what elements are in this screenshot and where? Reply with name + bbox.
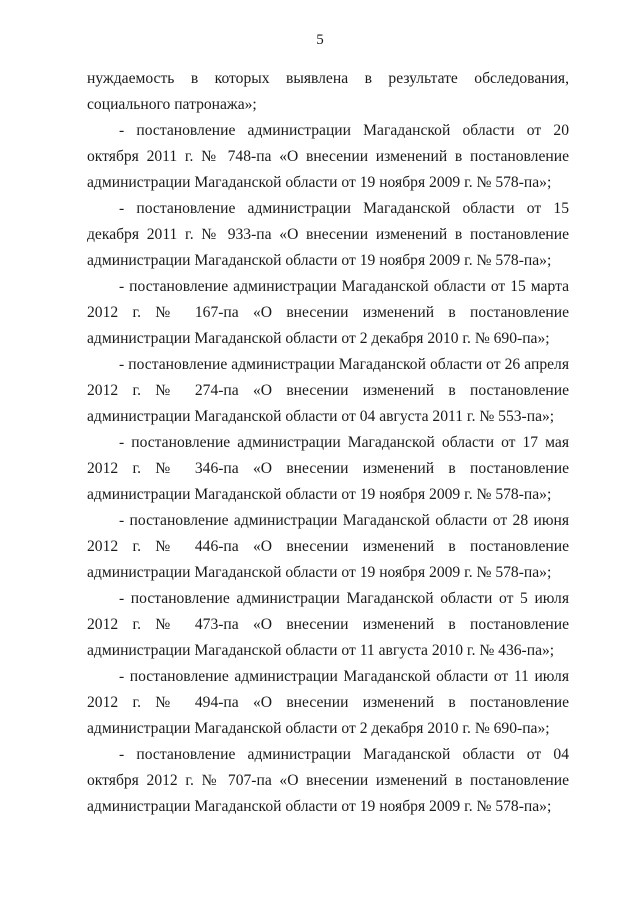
list-item-decree: - постановление администрации Магаданской области от 15 декабря 2011 г. № 933-па «О внесении изменений в постановление администрации Магаданской области от 19 ноября 2009 г. № 578-па»; [87,200,569,269]
list-item-decree: - постановление администрации Магаданской области от 17 мая 2012 г. № 346-па «О внесении изменений в постановление администрации Магаданской области от 19 ноября 2009 г. № 578-па»; [87,434,569,503]
paragraph-continuation: нуждаемость в которых выявлена в результате обследования, социального патронажа»; [87,70,569,113]
list-item-decree: - постановление администрации Магаданской области от 5 июля 2012 г. № 473-па «О внесении изменений в постановление администрации Магаданской области от 11 августа 2010 г. № 436-па»; [87,590,569,659]
list-item-decree: - постановление администрации Магаданской области от 11 июля 2012 г. № 494-па «О внесении изменений в постановление администрации Магаданской области от 2 декабря 2010 г. № 690-па»; [87,668,569,737]
list-item-decree: - постановление администрации Магаданской области от 28 июня 2012 г. № 446-па «О внесении изменений в постановление администрации Магаданской области от 19 ноября 2009 г. № 578-па»; [87,512,569,581]
list-item-decree: - постановление администрации Магаданской области от 20 октября 2011 г. № 748-па «О внесении изменений в постановление администрации Магаданской области от 19 ноября 2009 г. № 578-па»; [87,122,569,191]
page-number: 5 [316,32,324,48]
document-body [87,66,569,820]
list-item-decree: - постановление администрации Магаданской области от 15 марта 2012 г. № 167-па «О внесении изменений в постановление администрации Магаданской области от 2 декабря 2010 г. № 690-па»; [87,278,569,347]
list-item-decree: - постановление администрации Магаданской области от 26 апреля 2012 г. № 274-па «О внесении изменений в постановление администрации Магаданской области от 04 августа 2011 г. № 553-па»; [87,356,569,425]
list-item-decree: - постановление администрации Магаданской области от 04 октября 2012 г. № 707-па «О внесении изменений в постановление администрации Магаданской области от 19 ноября 2009 г. № 578-па»; [87,746,569,815]
